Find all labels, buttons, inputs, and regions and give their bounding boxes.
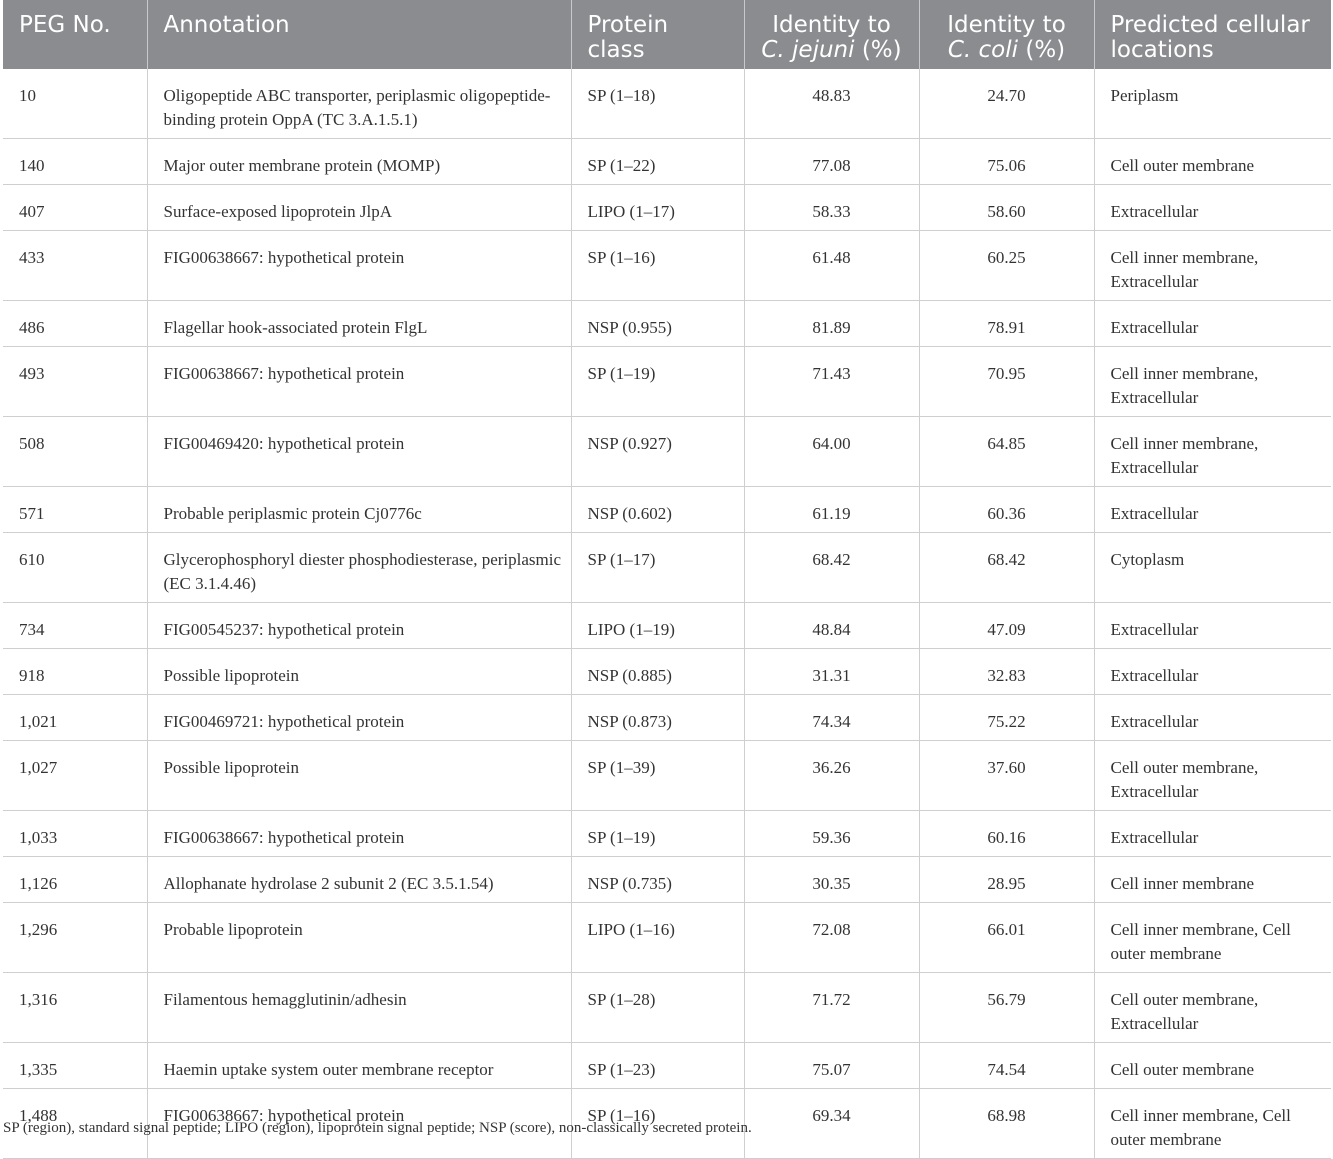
cell-location: Extracellular <box>1094 695 1331 741</box>
cell-identity-cjejuni: 77.08 <box>744 139 919 185</box>
table-row <box>3 649 1331 695</box>
cell-protein-class: LIPO (1–16) <box>571 903 744 973</box>
header-cj-species: C. jejuni <box>761 37 855 63</box>
cell-identity-cjejuni: 61.19 <box>744 487 919 533</box>
table-row <box>3 811 1331 857</box>
cell-peg: 1,488 <box>3 1089 147 1159</box>
cell-annotation: FIG00469420: hypothetical protein <box>147 417 571 487</box>
cell-location: Extracellular <box>1094 811 1331 857</box>
cell-location: Cell outer membrane, Extracellular <box>1094 973 1331 1043</box>
table-row <box>3 347 1331 417</box>
table-row <box>3 741 1331 811</box>
cell-identity-cjejuni: 74.34 <box>744 695 919 741</box>
table-row <box>3 185 1331 231</box>
cell-identity-ccoli: 37.60 <box>919 741 1094 811</box>
cell-identity-ccoli: 60.36 <box>919 487 1094 533</box>
table-row <box>3 487 1331 533</box>
header-cc-line1: Identity to <box>947 12 1066 38</box>
cell-annotation: FIG00545237: hypothetical protein <box>147 603 571 649</box>
cell-peg: 1,027 <box>3 741 147 811</box>
cell-peg: 1,335 <box>3 1043 147 1089</box>
cell-identity-ccoli: 66.01 <box>919 903 1094 973</box>
cell-annotation: Filamentous hemagglutinin/adhesin <box>147 973 571 1043</box>
cell-peg: 918 <box>3 649 147 695</box>
cell-peg: 571 <box>3 487 147 533</box>
cell-location: Cell outer membrane <box>1094 139 1331 185</box>
cell-identity-ccoli: 56.79 <box>919 973 1094 1043</box>
header-peg: PEG No. <box>3 0 147 69</box>
cell-identity-cjejuni: 58.33 <box>744 185 919 231</box>
table-header <box>3 0 1331 69</box>
cell-identity-ccoli: 47.09 <box>919 603 1094 649</box>
cell-peg: 493 <box>3 347 147 417</box>
cell-identity-cjejuni: 59.36 <box>744 811 919 857</box>
header-loc-line2: locations <box>1110 37 1214 63</box>
cell-location: Extracellular <box>1094 185 1331 231</box>
table-row <box>3 231 1331 301</box>
header-identity-cjejuni <box>744 0 919 69</box>
cell-annotation: FIG00638667: hypothetical protein <box>147 347 571 417</box>
cell-peg: 407 <box>3 185 147 231</box>
table-row <box>3 533 1331 603</box>
cell-annotation: FIG00638667: hypothetical protein <box>147 811 571 857</box>
header-loc-line1: Predicted cellular <box>1110 12 1310 38</box>
cell-annotation: Surface-exposed lipoprotein JlpA <box>147 185 571 231</box>
cell-location: Cell inner membrane <box>1094 857 1331 903</box>
header-cc-unit: (%) <box>1018 37 1066 63</box>
cell-location: Cell inner membrane, Cell outer membrane <box>1094 1089 1331 1159</box>
cell-protein-class: LIPO (1–17) <box>571 185 744 231</box>
cell-protein-class: SP (1–23) <box>571 1043 744 1089</box>
cell-identity-cjejuni: 68.42 <box>744 533 919 603</box>
cell-peg: 1,033 <box>3 811 147 857</box>
cell-annotation: Possible lipoprotein <box>147 649 571 695</box>
cell-protein-class: NSP (0.735) <box>571 857 744 903</box>
cell-identity-ccoli: 75.06 <box>919 139 1094 185</box>
cell-annotation: Major outer membrane protein (MOMP) <box>147 139 571 185</box>
cell-identity-ccoli: 28.95 <box>919 857 1094 903</box>
table-row <box>3 417 1331 487</box>
table-row <box>3 139 1331 185</box>
header-cc-species: C. coli <box>947 37 1019 63</box>
cell-protein-class: SP (1–16) <box>571 231 744 301</box>
cell-annotation: Probable periplasmic protein Cj0776c <box>147 487 571 533</box>
cell-annotation: Flagellar hook-associated protein FlgL <box>147 301 571 347</box>
cell-protein-class: SP (1–18) <box>571 69 744 139</box>
cell-protein-class: SP (1–22) <box>571 139 744 185</box>
cell-location: Extracellular <box>1094 487 1331 533</box>
cell-peg: 1,126 <box>3 857 147 903</box>
cell-location: Extracellular <box>1094 649 1331 695</box>
cell-identity-cjejuni: 64.00 <box>744 417 919 487</box>
cell-location: Cell inner membrane, Extracellular <box>1094 417 1331 487</box>
cell-peg: 1,021 <box>3 695 147 741</box>
cell-protein-class: SP (1–16) <box>571 1089 744 1159</box>
cell-identity-ccoli: 24.70 <box>919 69 1094 139</box>
cell-protein-class: SP (1–19) <box>571 347 744 417</box>
cell-protein-class: NSP (0.602) <box>571 487 744 533</box>
cell-annotation: Allophanate hydrolase 2 subunit 2 (EC 3.5.1.54) <box>147 857 571 903</box>
header-cj-line1: Identity to <box>772 12 891 38</box>
cell-protein-class: NSP (0.873) <box>571 695 744 741</box>
cell-peg: 610 <box>3 533 147 603</box>
table-row <box>3 1043 1331 1089</box>
cell-protein-class: SP (1–19) <box>571 811 744 857</box>
cell-annotation: Possible lipoprotein <box>147 741 571 811</box>
cell-identity-cjejuni: 31.31 <box>744 649 919 695</box>
header-locations <box>1094 0 1331 69</box>
cell-identity-cjejuni: 48.84 <box>744 603 919 649</box>
cell-identity-cjejuni: 48.83 <box>744 69 919 139</box>
cell-identity-ccoli: 60.25 <box>919 231 1094 301</box>
header-annotation: Annotation <box>147 0 571 69</box>
cell-protein-class: SP (1–28) <box>571 973 744 1043</box>
cell-peg: 1,316 <box>3 973 147 1043</box>
cell-peg: 486 <box>3 301 147 347</box>
cell-location: Cell outer membrane <box>1094 1043 1331 1089</box>
table-row <box>3 69 1331 139</box>
header-protein-class <box>571 0 744 69</box>
cell-identity-ccoli: 74.54 <box>919 1043 1094 1089</box>
cell-annotation: FIG00638667: hypothetical protein <box>147 1089 571 1159</box>
cell-peg: 508 <box>3 417 147 487</box>
cell-protein-class: NSP (0.927) <box>571 417 744 487</box>
cell-location: Extracellular <box>1094 603 1331 649</box>
cell-identity-cjejuni: 81.89 <box>744 301 919 347</box>
header-protein-class-line2: class <box>587 37 645 63</box>
cell-identity-cjejuni: 61.48 <box>744 231 919 301</box>
header-identity-ccoli <box>919 0 1094 69</box>
cell-annotation: Glycerophosphoryl diester phosphodiesterase, periplasmic (EC 3.1.4.46) <box>147 533 571 603</box>
table-row <box>3 903 1331 973</box>
cell-identity-cjejuni: 71.43 <box>744 347 919 417</box>
cell-peg: 1,296 <box>3 903 147 973</box>
cell-identity-ccoli: 75.22 <box>919 695 1094 741</box>
header-protein-class-line1: Protein <box>587 12 669 38</box>
cell-protein-class: SP (1–39) <box>571 741 744 811</box>
cell-annotation: FIG00469721: hypothetical protein <box>147 695 571 741</box>
header-row <box>3 0 1331 69</box>
table-row <box>3 973 1331 1043</box>
cell-identity-ccoli: 70.95 <box>919 347 1094 417</box>
cell-protein-class: NSP (0.955) <box>571 301 744 347</box>
cell-identity-cjejuni: 69.34 <box>744 1089 919 1159</box>
cell-protein-class: SP (1–17) <box>571 533 744 603</box>
cell-identity-cjejuni: 71.72 <box>744 973 919 1043</box>
cell-location: Periplasm <box>1094 69 1331 139</box>
cell-peg: 140 <box>3 139 147 185</box>
table-row <box>3 695 1331 741</box>
cell-protein-class: LIPO (1–19) <box>571 603 744 649</box>
cell-identity-cjejuni: 36.26 <box>744 741 919 811</box>
cell-location: Cytoplasm <box>1094 533 1331 603</box>
cell-peg: 734 <box>3 603 147 649</box>
table-container <box>3 0 1331 1159</box>
cell-peg: 433 <box>3 231 147 301</box>
cell-annotation: Probable lipoprotein <box>147 903 571 973</box>
cell-identity-ccoli: 32.83 <box>919 649 1094 695</box>
protein-table <box>3 0 1331 1159</box>
cell-identity-ccoli: 68.98 <box>919 1089 1094 1159</box>
cell-identity-ccoli: 64.85 <box>919 417 1094 487</box>
table-footnote: SP (region), standard signal peptide; LIPO (region), lipoprotein signal peptide; NSP (score), non-classically secreted protein. <box>3 1120 752 1136</box>
cell-annotation: FIG00638667: hypothetical protein <box>147 231 571 301</box>
cell-identity-ccoli: 60.16 <box>919 811 1094 857</box>
cell-protein-class: NSP (0.885) <box>571 649 744 695</box>
header-cj-unit: (%) <box>854 37 902 63</box>
cell-location: Extracellular <box>1094 301 1331 347</box>
cell-identity-ccoli: 58.60 <box>919 185 1094 231</box>
cell-annotation: Haemin uptake system outer membrane receptor <box>147 1043 571 1089</box>
table-row <box>3 603 1331 649</box>
cell-annotation: Oligopeptide ABC transporter, periplasmic oligopeptide-binding protein OppA (TC 3.A.1.5.1) <box>147 69 571 139</box>
table-body <box>3 69 1331 1159</box>
table-row <box>3 857 1331 903</box>
cell-identity-cjejuni: 75.07 <box>744 1043 919 1089</box>
cell-peg: 10 <box>3 69 147 139</box>
cell-location: Cell inner membrane, Extracellular <box>1094 231 1331 301</box>
cell-location: Cell inner membrane, Extracellular <box>1094 347 1331 417</box>
cell-identity-cjejuni: 30.35 <box>744 857 919 903</box>
cell-location: Cell outer membrane, Extracellular <box>1094 741 1331 811</box>
cell-identity-ccoli: 78.91 <box>919 301 1094 347</box>
cell-identity-cjejuni: 72.08 <box>744 903 919 973</box>
cell-identity-ccoli: 68.42 <box>919 533 1094 603</box>
table-row <box>3 301 1331 347</box>
cell-location: Cell inner membrane, Cell outer membrane <box>1094 903 1331 973</box>
